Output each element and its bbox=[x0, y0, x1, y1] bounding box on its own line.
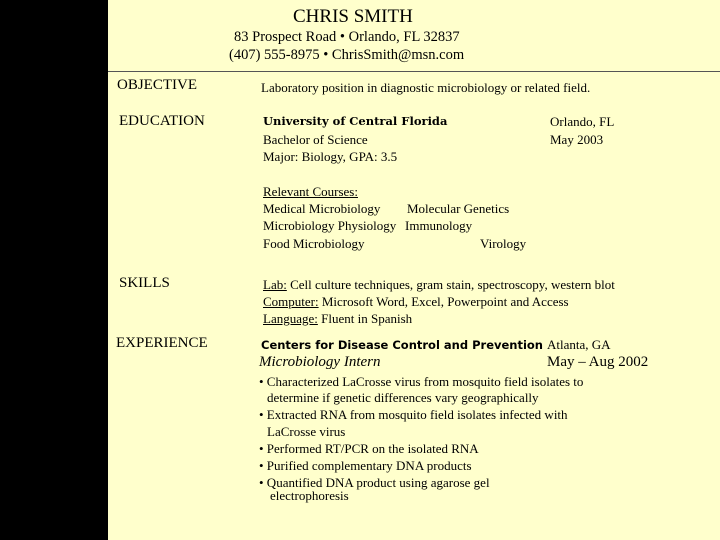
course-item: Immunology bbox=[405, 218, 473, 233]
course-item: Medical Microbiology bbox=[263, 201, 381, 216]
major-gpa: Major: Biology, GPA: 3.5 bbox=[263, 149, 398, 164]
course-item: Molecular Genetics bbox=[407, 201, 510, 216]
education-heading: EDUCATION bbox=[119, 113, 205, 129]
experience-bullet-cont: determine if genetic differences vary geographically bbox=[267, 390, 539, 405]
experience-bullet-cont: electrophoresis bbox=[270, 488, 349, 503]
experience-bullet: • Characterized LaCrosse virus from mosquito field isolates to bbox=[259, 374, 584, 389]
address-line: 83 Prospect Road • Orlando, FL 32837 bbox=[234, 29, 460, 45]
skill-language-label: Language: bbox=[263, 311, 318, 326]
objective-text: Laboratory position in diagnostic microbiology or related field. bbox=[261, 80, 591, 95]
school-name: University of Central Florida bbox=[263, 114, 448, 128]
job-title: Microbiology Intern bbox=[259, 354, 381, 370]
job-dates: May – Aug 2002 bbox=[547, 354, 649, 370]
objective-heading: OBJECTIVE bbox=[117, 77, 197, 93]
skill-lab bbox=[263, 277, 615, 293]
skill-computer bbox=[263, 294, 569, 310]
course-item: Virology bbox=[480, 236, 527, 251]
contact-line: (407) 555-8975 • ChrisSmith@msn.com bbox=[229, 47, 465, 63]
skill-language bbox=[263, 311, 412, 327]
course-item: Microbiology Physiology bbox=[263, 218, 397, 233]
skill-lab-label: Lab: bbox=[263, 277, 287, 292]
graduation-date: May 2003 bbox=[550, 132, 604, 147]
employer-name: Centers for Disease Control and Prevention bbox=[261, 338, 543, 352]
skill-computer-text: Microsoft Word, Excel, Powerpoint and Access bbox=[318, 294, 569, 309]
experience-bullet: • Extracted RNA from mosquito field isolates infected with bbox=[259, 407, 568, 422]
experience-bullet: • Performed RT/PCR on the isolated RNA bbox=[259, 441, 479, 456]
school-location: Orlando, FL bbox=[550, 114, 615, 129]
experience-bullet: • Purified complementary DNA products bbox=[259, 458, 472, 473]
course-item: Food Microbiology bbox=[263, 236, 365, 251]
skill-lab-text: Cell culture techniques, gram stain, spectroscopy, western blot bbox=[286, 277, 615, 292]
resume-page bbox=[108, 0, 720, 540]
experience-bullet-cont: LaCrosse virus bbox=[267, 424, 346, 439]
skill-language-text: Fluent in Spanish bbox=[317, 311, 413, 326]
skills-heading: SKILLS bbox=[119, 275, 170, 291]
experience-heading: EXPERIENCE bbox=[116, 335, 208, 351]
experience-bullet: • Quantified DNA product using agarose gel bbox=[259, 475, 490, 490]
degree: Bachelor of Science bbox=[263, 132, 368, 147]
employer-location: Atlanta, GA bbox=[547, 337, 611, 352]
header-divider bbox=[108, 71, 720, 72]
candidate-name: CHRIS SMITH bbox=[293, 6, 413, 27]
courses-heading: Relevant Courses: bbox=[263, 184, 358, 199]
skill-computer-label: Computer: bbox=[263, 294, 319, 309]
